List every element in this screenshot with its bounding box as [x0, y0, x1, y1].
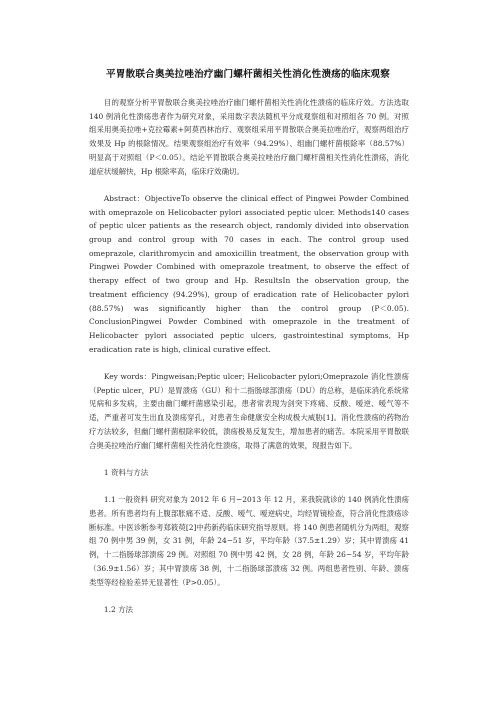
- keywords-and-introduction: Key words：Pingweisan;Peptic ulcer; Helicobacter pylori;Omeprazole 消化性溃疡（Peptic ulcer，PU）是胃溃疡（GU）和十二指肠球部溃疡（DU）的总称，是临床消化系统常见病和多发病，主要由幽门螺杆菌感染引起，患者常表现为剑突下疼痛、反酸、嗳逆、嗳气等不适，严重者可发生出血及溃疡穿孔，对患者生命健康安全构成极大威胁[1]。消化性溃疡的药物治疗方法较多，但幽门螺杆菌根除率较低，溃疡极易反复发生，增加患者的痛苦。本院采用平胃散联合奥美拉唑治疗幽门螺杆菌相关性消化性溃疡，取得了满意的效果，现报告如下。: [89, 372, 409, 450]
- section-general-information: 1.1 一般资料 研究对象为 2012 年 6 月−2013 年 12 月，来我院就诊的 140 例消化性溃疡患者。所有患者均有上腹部胀痛不适、反酸、嗳气、嗳逆病史，均经胃镜检查，符合消化性溃疡诊断标准。中医诊断参考郑筱萸[2]中药新药临床研究指导原则。将 140 例患者随机分为两组，观察组 70 例中男 39 例，女 31 例，年龄 24−51 岁，平均年龄（37.5±1.29）岁；其中胃溃疡 41 例，十二指肠球部溃疡 29 例。对照组 70 例中男 42 例，女 28 例，年龄 26−54 岁，平均年龄（36.9±1.56）岁；其中胃溃疡 38 例，十二指肠球部溃疡 32 例。两组患者性别、年龄、溃疡类型等经检验差异无显著性（P>0.05）。: [89, 495, 409, 587]
- abstract-english: Abstract：ObjectiveTo observe the clinical effect of Pingwei Powder Combined with omeprazole on Helicobacter pylori associated peptic ulcer. Methods140 cases of peptic ulcer patients as the research object, randomly divided into observation group and control group with 70 cases in each. The control group used omeprazole, clarithromycin and amoxicillin treatment, the observation group with Pingwei Powder Combined with omeprazole treatment, to observe the effect of therapy effect of two group and Hp. ResultsIn the observation group, the treatment efficiency (94.29%), group of eradication rate of Helicobacter pylori (88.57%) was significantly higher than the control group (P＜0.05). ConclusionPingwei Powder Combined with omeprazole in the treatment of Helicobacter pylori associated peptic ulcers, gastrointestinal symptoms, Hp eradication rate is high, clinical curative effect.: [89, 193, 409, 354]
- paper-body: [89, 96, 409, 617]
- paper-title: 平胃散联合奥美拉唑治疗幽门螺杆菌相关性消化性溃疡的临床观察: [105, 69, 391, 80]
- section-heading-methods: 1.2 方法: [103, 604, 133, 614]
- section-heading-materials-methods: 1 资料与方法: [103, 467, 149, 477]
- abstract-chinese: 目的观察分析平胃散联合奥美拉唑治疗幽门螺杆菌相关性消化性溃疡的临床疗效。方法选取 140 例消化性溃疡患者作为研究对象，采用数字表法随机平分成观察组和对照组各 70 例。对照组采用奥美拉唑+克拉霉素+阿莫西林治疗、观察组采用平胃散联合奥美拉唑治疗，观察两组治疗效果及 Hp 的根除情况。结果观察组治疗有效率（94.29%）、组幽门螺杆菌根除率（88.57%）明显高于对照组（P＜0.05）。结论平胃散联合奥美拉唑治疗幽门螺杆菌相关性消化性溃疡，消化道症状缓解快，Hp 根除率高，临床疗效确切。: [89, 98, 409, 176]
